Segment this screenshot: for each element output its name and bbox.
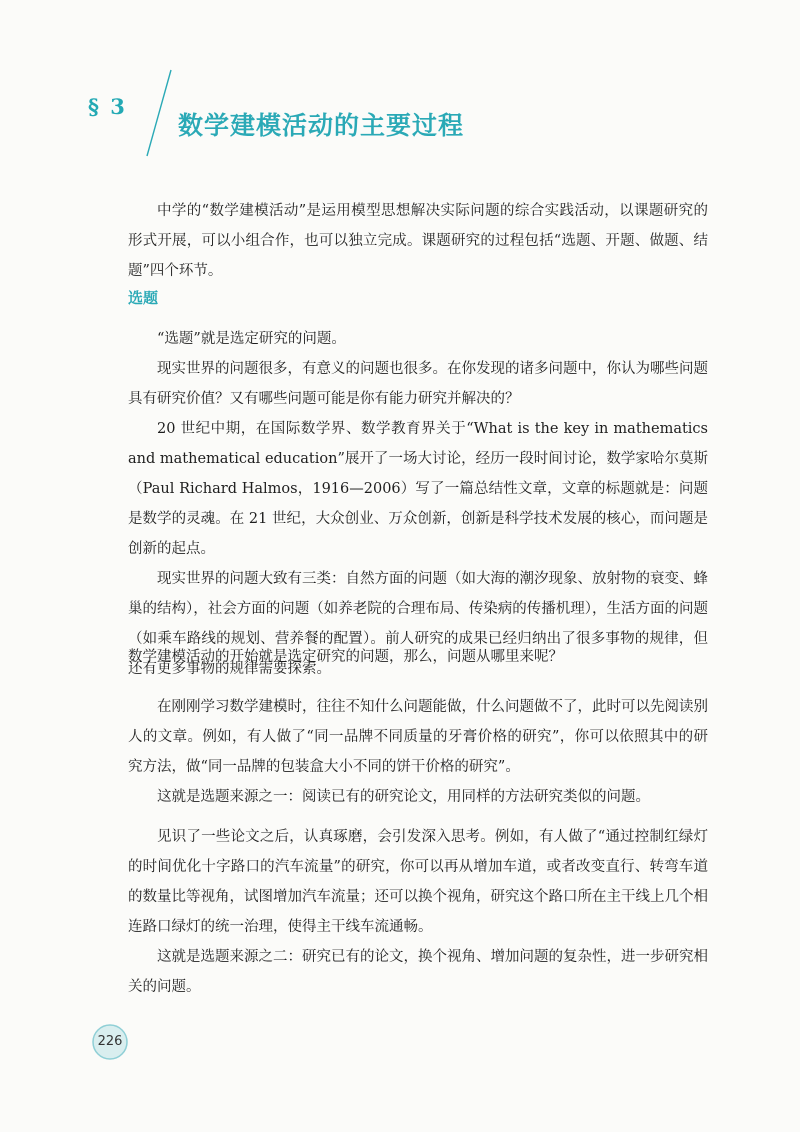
paragraph: 这就是选题来源之二：研究已有的论文，换个视角、增加问题的复杂性，进一步研究相关的问题。 — [128, 949, 708, 995]
paragraph: “选题”就是选定研究的问题。 — [157, 331, 346, 347]
content-block-1 — [128, 324, 708, 684]
subheading-xuanti: 选题 — [128, 289, 159, 307]
section-title: 数学建模活动的主要过程 — [178, 111, 465, 140]
paragraph: 现实世界的问题很多，有意义的问题也很多。在你发现的诸多问题中，你认为哪些问题具有研究价值？又有哪些问题可能是你有能力研究并解决的？ — [128, 361, 708, 407]
intro-paragraph: 中学的“数学建模活动”是运用模型思想解决实际问题的综合实践活动，以课题研究的形式开展，可以小组合作，也可以独立完成。课题研究的过程包括“选题、开题、做题、结题”四个环节。 — [128, 203, 708, 279]
content-block-3 — [128, 822, 708, 1002]
slash-divider-icon — [144, 68, 174, 158]
section-header — [88, 66, 508, 156]
question-paragraph: 数学建模活动的开始就是选定研究的问题，那么，问题从哪里来呢？ — [128, 649, 563, 665]
page-number-badge — [90, 1022, 130, 1062]
paragraph: 见识了一些论文之后，认真琢磨，会引发深入思考。例如，有人做了“通过控制红绿灯的时间优化十字路口的汽车流量”的研究，你可以再从增加车道，或者改变直行、转弯车道的数量比等视角，试图增加汽车流量；还可以换个视角，研究这个路口所在主干线上几个相连路口绿灯的统一治理，使得主干线车流通畅。 — [128, 829, 708, 935]
paragraph: 现实世界的问题大致有三类：自然方面的问题（如大海的潮汐现象、放射物的衰变、蜂巢的结构），社会方面的问题（如养老院的合理布局、传染病的传播机理），生活方面的问题（如乘车路线的规划、营养餐的配置）。前人研究的成果已经归纳出了很多事物的规律，但还有更多事物的规律需要探索。 — [128, 571, 708, 677]
paragraph: 这就是选题来源之一：阅读已有的研究论文，用同样的方法研究类似的问题。 — [157, 789, 650, 805]
page-number: 226 — [97, 1034, 123, 1049]
paragraph: 在刚刚学习数学建模时，往往不知什么问题能做，什么问题做不了，此时可以先阅读别人的文章。例如，有人做了“同一品牌不同质量的牙膏价格的研究”，你可以依照其中的研究方法，做“同一品牌的包装盒大小不同的饼干价格的研究”。 — [128, 699, 708, 775]
content-block-2 — [128, 692, 708, 812]
paragraph: 20 世纪中期，在国际数学界、数学教育界关于“What is the key in mathematics and mathematical education”展开了一场大讨论，经历一段时间讨论，数学家哈尔莫斯（Paul Richard Halmos，1916—2006）写了一篇总结性文章，文章的标题就是：问题是数学的灵魂。在 21 世纪，大众创业、万众创新，创新是科学技术发展的核心，而问题是创新的起点。 — [128, 421, 708, 557]
question-block — [128, 642, 708, 672]
intro-block — [128, 196, 708, 286]
section-number: § 3 — [88, 94, 127, 119]
